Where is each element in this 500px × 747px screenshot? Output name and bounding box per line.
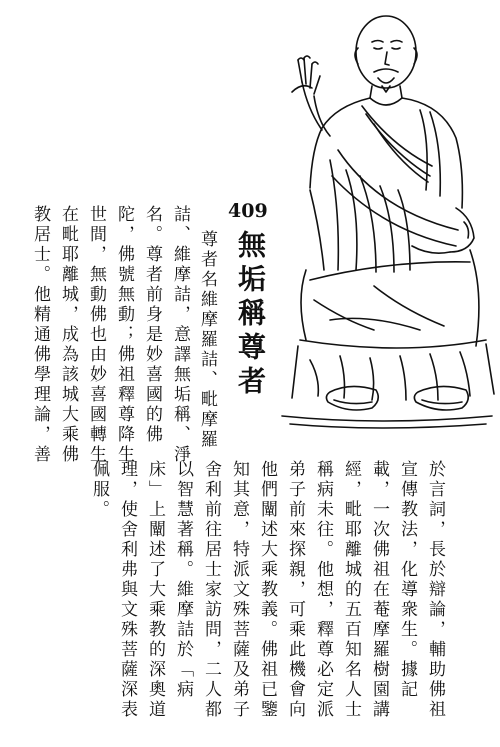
text-column: 以智慧著稱。維摩詰於「病 [173, 460, 193, 700]
text-column: 陀，佛號無動；佛祖釋尊降生 [114, 205, 134, 465]
text-column: 名。尊者前身是妙喜國的佛 [142, 205, 162, 445]
seated-monk-figure-icon [270, 0, 498, 440]
entry-title: 無垢稱尊者 [234, 230, 267, 400]
text-column: 床」上闡述了大乘教的深奧道 [145, 460, 165, 720]
text-column: 佩服。 [89, 460, 109, 520]
text-column: 舍利前往居士家訪問，二人都 [201, 460, 221, 720]
entry-number: 409 [228, 200, 268, 222]
text-column: 經，毗耶離城的五百知名人士 [341, 460, 361, 720]
text-column: 弟子前來探親，可乘此機會向 [285, 460, 305, 720]
text-column: 理，使舍利弗與文殊菩薩深表 [117, 460, 137, 720]
text-column: 在毗耶離城，成為該城大乘佛 [58, 205, 78, 465]
text-column: 他們闡述大乘教義。佛祖已鑒 [257, 460, 277, 720]
text-column: 載，一次佛祖在菴摩羅樹園講 [369, 460, 389, 720]
text-column: 教居士。他精通佛學理論，善 [30, 205, 50, 465]
text-column: 稱病未往。他想，釋尊必定派 [313, 460, 333, 720]
text-column: 世間，無動佛也由妙喜國轉生 [86, 205, 106, 465]
text-column: 詰、維摩詰，意譯無垢稱、淨 [170, 205, 190, 465]
text-column: 尊者名維摩羅詰、毗摩羅 [197, 230, 217, 450]
text-column: 知其意，特派文殊菩薩及弟子 [229, 460, 249, 720]
text-column: 於言詞，長於辯論，輔助佛祖 [425, 460, 445, 720]
text-column: 宣傳教法，化導衆生。據記 [397, 460, 417, 700]
